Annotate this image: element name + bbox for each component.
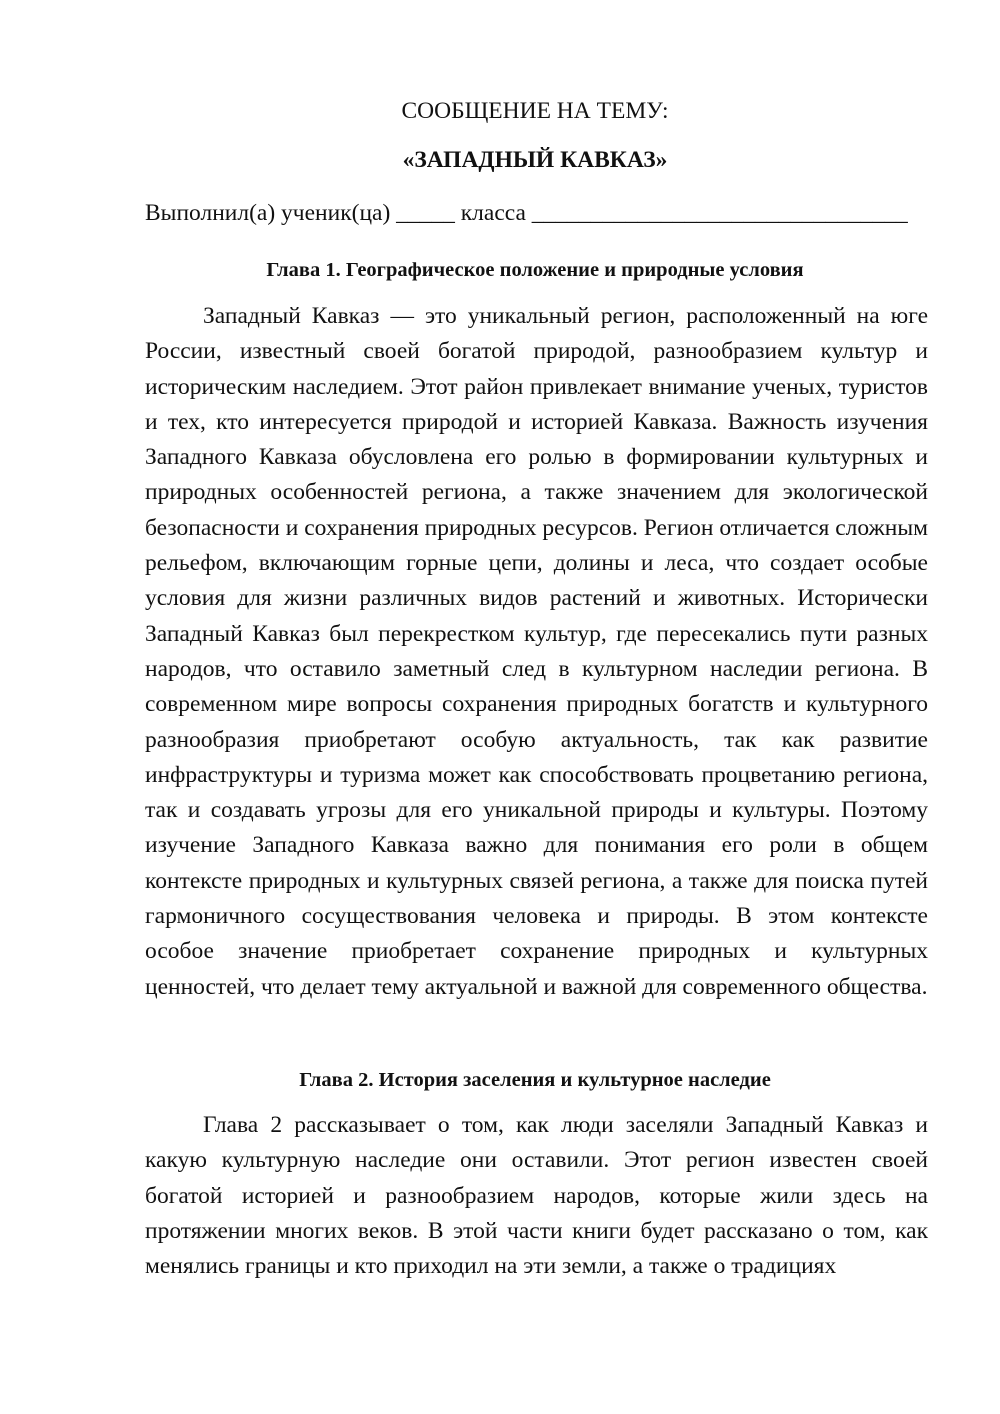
chapter-1-heading: Глава 1. Географическое положение и природные условия — [266, 259, 804, 281]
chapter-1-paragraph: Западный Кавказ — это уникальный регион, расположенный на юге России, известный своей богатой природой, разнообразием культур и историческим наследием. Этот район привлекает внимание ученых, туристов и тех, кто интересуется природой и историей Кавказа. Важность изучения Западного Кавказа обусловлена его ролью в формировании культурных и природных особенностей региона, а также значением для экологической безопасности и сохранения природных ресурсов. Регион отличается сложным рельефом, включающим горные цепи, долины и леса, что создает особые условия для жизни различных видов растений и животных. Исторически Западный Кавказ был перекрестком культур, где пересекались пути разных народов, что оставило заметный след в культурном наследии региона. В современном мире вопросы сохранения природных богатств и культурного разнообразия приобретают особую актуальность, так как развитие инфраструктуры и туризма может как способствовать процветанию региона, так и создавать угрозы для его уникальной природы и культуры. Поэтому изучение Западного Кавказа важно для понимания его роли в общем контексте природных и культурных связей региона, а также для поиска путей гармоничного сосуществования человека и природы. В этом контексте особое значение приобретает сохранение природных и культурных ценностей, что делает тему актуальной и важной для современного общества. — [145, 303, 928, 1000]
chapter-2-heading: Глава 2. История заселения и культурное наследие — [299, 1069, 771, 1091]
chapter-2-paragraph: Глава 2 рассказывает о том, как люди заселяли Западный Кавказ и какую культурную наследие они оставили. Этот регион известен своей богатой историей и разнообразием народов, которые жили здесь на протяжении многих веков. В этой части книги будет рассказано о том, как менялись границы и кто приходил на эти земли, а также о традициях — [145, 1112, 928, 1280]
author-byline: Выполнил(а) ученик(ца) _____ класса ________________________________ — [145, 200, 908, 226]
document-title-line1: СООБЩЕНИЕ НА ТЕМУ: — [401, 98, 669, 124]
document-title-line2: «ЗАПАДНЫЙ КАВКАЗ» — [402, 147, 668, 173]
